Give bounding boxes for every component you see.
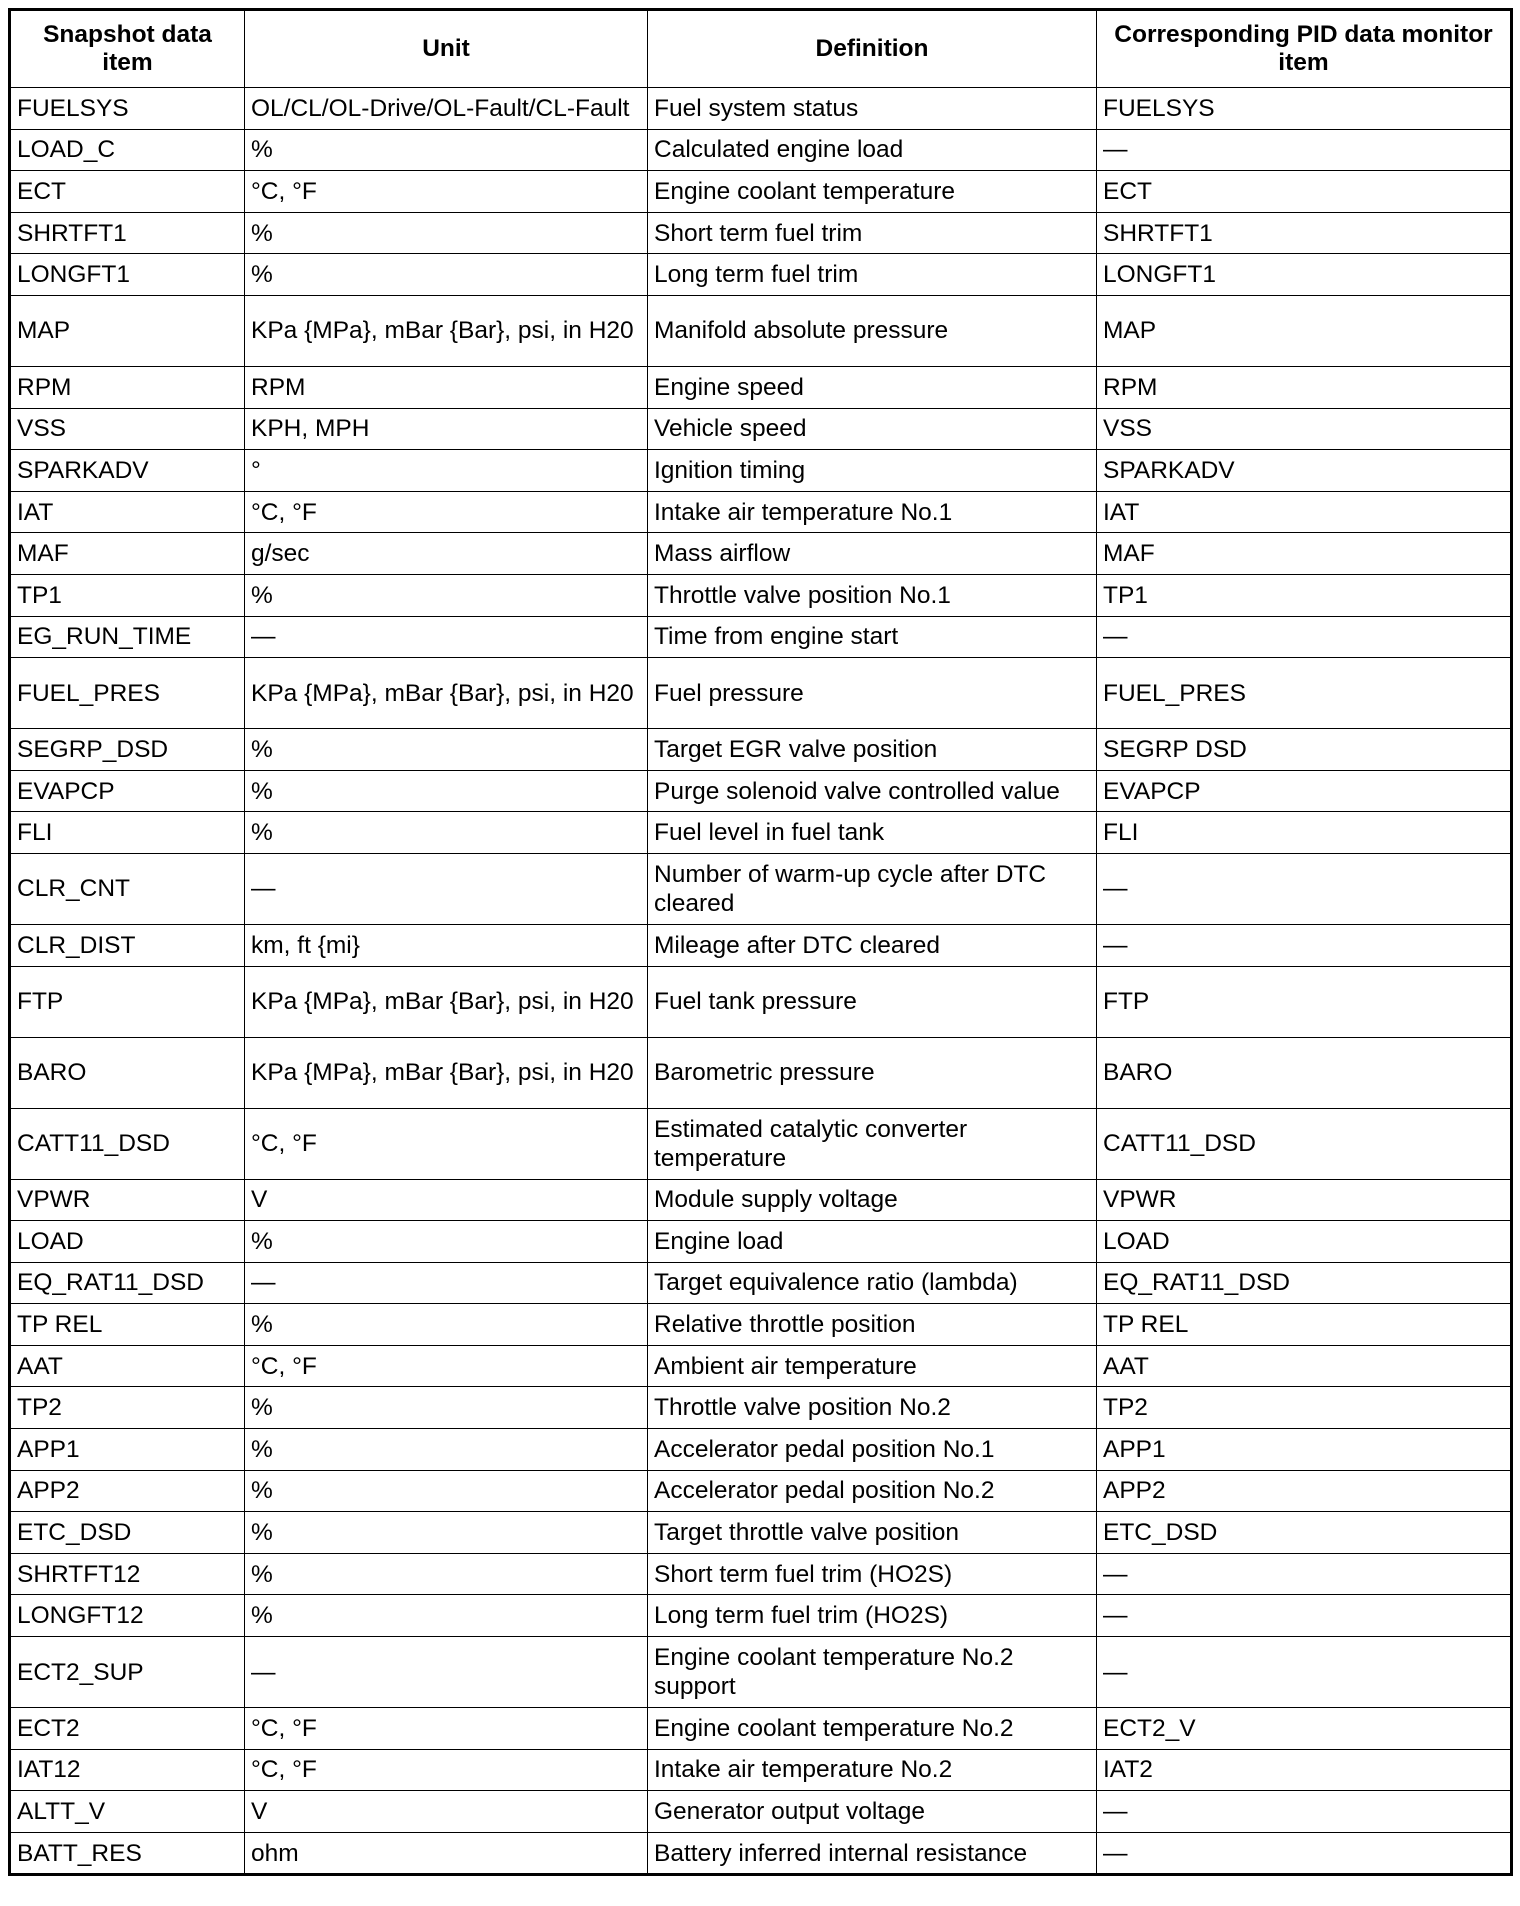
table-row <box>10 1108 1512 1179</box>
table-row <box>10 1429 1512 1471</box>
cell-definition: Target equivalence ratio (lambda) <box>648 1262 1097 1304</box>
cell-unit: % <box>245 1470 648 1512</box>
cell-pid-item: — <box>1097 1637 1512 1708</box>
cell-unit: % <box>245 1387 648 1429</box>
cell-pid-item: FLI <box>1097 812 1512 854</box>
cell-snapshot-item: CLR_CNT <box>10 853 245 924</box>
cell-unit: % <box>245 1221 648 1263</box>
cell-unit: OL/CL/OL-Drive/OL-Fault/CL-Fault <box>245 88 648 130</box>
cell-unit: KPa {MPa}, mBar {Bar}, psi, in H20 <box>245 966 648 1037</box>
table-row <box>10 1262 1512 1304</box>
table-row <box>10 574 1512 616</box>
cell-unit: °C, °F <box>245 1108 648 1179</box>
cell-definition: Manifold absolute pressure <box>648 295 1097 366</box>
cell-unit: g/sec <box>245 533 648 575</box>
cell-definition: Long term fuel trim <box>648 254 1097 296</box>
table-body <box>10 88 1512 1875</box>
cell-snapshot-item: MAF <box>10 533 245 575</box>
table-row <box>10 491 1512 533</box>
table-row <box>10 1179 1512 1221</box>
cell-definition: Engine speed <box>648 366 1097 408</box>
cell-definition: Fuel system status <box>648 88 1097 130</box>
cell-pid-item: — <box>1097 1832 1512 1875</box>
cell-pid-item: APP1 <box>1097 1429 1512 1471</box>
cell-unit: KPH, MPH <box>245 408 648 450</box>
cell-pid-item: — <box>1097 1791 1512 1833</box>
cell-unit: KPa {MPa}, mBar {Bar}, psi, in H20 <box>245 295 648 366</box>
header-snapshot-item: Snapshot data item <box>10 10 245 88</box>
cell-definition: Long term fuel trim (HO2S) <box>648 1595 1097 1637</box>
cell-definition: Engine load <box>648 1221 1097 1263</box>
cell-pid-item: — <box>1097 616 1512 658</box>
cell-unit: % <box>245 770 648 812</box>
cell-definition: Module supply voltage <box>648 1179 1097 1221</box>
table-row <box>10 1512 1512 1554</box>
table-row <box>10 408 1512 450</box>
cell-snapshot-item: FUEL_PRES <box>10 658 245 729</box>
cell-snapshot-item: BARO <box>10 1037 245 1108</box>
cell-definition: Target EGR valve position <box>648 729 1097 771</box>
cell-unit: V <box>245 1179 648 1221</box>
table-row <box>10 1037 1512 1108</box>
cell-pid-item: FTP <box>1097 966 1512 1037</box>
cell-snapshot-item: LOAD <box>10 1221 245 1263</box>
cell-pid-item: — <box>1097 129 1512 171</box>
cell-snapshot-item: ALTT_V <box>10 1791 245 1833</box>
table-row <box>10 1387 1512 1429</box>
cell-snapshot-item: EVAPCP <box>10 770 245 812</box>
table-row <box>10 1708 1512 1750</box>
table-row <box>10 1832 1512 1875</box>
cell-definition: Engine coolant temperature No.2 support <box>648 1637 1097 1708</box>
cell-pid-item: LOAD <box>1097 1221 1512 1263</box>
cell-pid-item: — <box>1097 1553 1512 1595</box>
table-row <box>10 129 1512 171</box>
cell-definition: Mass airflow <box>648 533 1097 575</box>
cell-unit: % <box>245 129 648 171</box>
cell-pid-item: VPWR <box>1097 1179 1512 1221</box>
table-row <box>10 1791 1512 1833</box>
cell-unit: % <box>245 1553 648 1595</box>
table-row <box>10 658 1512 729</box>
table-row <box>10 1221 1512 1263</box>
cell-snapshot-item: ETC_DSD <box>10 1512 245 1554</box>
cell-unit: — <box>245 1262 648 1304</box>
cell-snapshot-item: TP2 <box>10 1387 245 1429</box>
cell-definition: Intake air temperature No.1 <box>648 491 1097 533</box>
cell-unit: — <box>245 853 648 924</box>
cell-pid-item: ECT2_V <box>1097 1708 1512 1750</box>
header-row <box>10 10 1512 88</box>
cell-snapshot-item: EG_RUN_TIME <box>10 616 245 658</box>
table-row <box>10 770 1512 812</box>
cell-unit: °C, °F <box>245 491 648 533</box>
cell-definition: Battery inferred internal resistance <box>648 1832 1097 1875</box>
cell-unit: % <box>245 1429 648 1471</box>
table-row <box>10 1637 1512 1708</box>
cell-snapshot-item: SEGRP_DSD <box>10 729 245 771</box>
cell-pid-item: ETC_DSD <box>1097 1512 1512 1554</box>
cell-pid-item: SPARKADV <box>1097 450 1512 492</box>
cell-pid-item: TP1 <box>1097 574 1512 616</box>
cell-snapshot-item: IAT12 <box>10 1749 245 1791</box>
cell-snapshot-item: SHRTFT12 <box>10 1553 245 1595</box>
table-row <box>10 853 1512 924</box>
table-row <box>10 366 1512 408</box>
table-row <box>10 729 1512 771</box>
cell-snapshot-item: SHRTFT1 <box>10 212 245 254</box>
cell-pid-item: CATT11_DSD <box>1097 1108 1512 1179</box>
cell-definition: Vehicle speed <box>648 408 1097 450</box>
cell-pid-item: TP REL <box>1097 1304 1512 1346</box>
cell-pid-item: APP2 <box>1097 1470 1512 1512</box>
table-row <box>10 1595 1512 1637</box>
cell-snapshot-item: MAP <box>10 295 245 366</box>
table-row <box>10 966 1512 1037</box>
cell-definition: Time from engine start <box>648 616 1097 658</box>
cell-definition: Short term fuel trim (HO2S) <box>648 1553 1097 1595</box>
cell-snapshot-item: CLR_DIST <box>10 924 245 966</box>
cell-definition: Short term fuel trim <box>648 212 1097 254</box>
cell-definition: Engine coolant temperature No.2 <box>648 1708 1097 1750</box>
cell-snapshot-item: EQ_RAT11_DSD <box>10 1262 245 1304</box>
cell-pid-item: IAT2 <box>1097 1749 1512 1791</box>
cell-pid-item: MAP <box>1097 295 1512 366</box>
cell-pid-item: FUEL_PRES <box>1097 658 1512 729</box>
cell-snapshot-item: ECT2 <box>10 1708 245 1750</box>
cell-snapshot-item: ECT <box>10 171 245 213</box>
table-row <box>10 254 1512 296</box>
cell-definition: Accelerator pedal position No.1 <box>648 1429 1097 1471</box>
cell-snapshot-item: FUELSYS <box>10 88 245 130</box>
table-row <box>10 1749 1512 1791</box>
table-row <box>10 1345 1512 1387</box>
cell-snapshot-item: VPWR <box>10 1179 245 1221</box>
cell-unit: % <box>245 1304 648 1346</box>
cell-pid-item: RPM <box>1097 366 1512 408</box>
snapshot-data-table <box>8 8 1513 1876</box>
cell-unit: % <box>245 812 648 854</box>
cell-definition: Barometric pressure <box>648 1037 1097 1108</box>
cell-pid-item: BARO <box>1097 1037 1512 1108</box>
cell-snapshot-item: VSS <box>10 408 245 450</box>
cell-pid-item: EVAPCP <box>1097 770 1512 812</box>
table-row <box>10 88 1512 130</box>
table-row <box>10 171 1512 213</box>
header-definition: Definition <box>648 10 1097 88</box>
cell-definition: Throttle valve position No.2 <box>648 1387 1097 1429</box>
header-pid-item: Corresponding PID data monitor item <box>1097 10 1512 88</box>
cell-snapshot-item: APP2 <box>10 1470 245 1512</box>
table-row <box>10 812 1512 854</box>
table-header <box>10 10 1512 88</box>
cell-unit: % <box>245 212 648 254</box>
cell-unit: V <box>245 1791 648 1833</box>
cell-snapshot-item: LOAD_C <box>10 129 245 171</box>
cell-definition: Fuel level in fuel tank <box>648 812 1097 854</box>
cell-definition: Target throttle valve position <box>648 1512 1097 1554</box>
cell-snapshot-item: FTP <box>10 966 245 1037</box>
cell-unit: °C, °F <box>245 1345 648 1387</box>
cell-pid-item: — <box>1097 853 1512 924</box>
cell-unit: °C, °F <box>245 1749 648 1791</box>
cell-unit: KPa {MPa}, mBar {Bar}, psi, in H20 <box>245 658 648 729</box>
cell-definition: Fuel tank pressure <box>648 966 1097 1037</box>
table-row <box>10 212 1512 254</box>
header-unit: Unit <box>245 10 648 88</box>
cell-unit: ohm <box>245 1832 648 1875</box>
cell-pid-item: — <box>1097 924 1512 966</box>
cell-snapshot-item: BATT_RES <box>10 1832 245 1875</box>
cell-definition: Intake air temperature No.2 <box>648 1749 1097 1791</box>
table-row <box>10 1470 1512 1512</box>
cell-definition: Engine coolant temperature <box>648 171 1097 213</box>
cell-unit: % <box>245 1512 648 1554</box>
cell-definition: Ambient air temperature <box>648 1345 1097 1387</box>
cell-definition: Throttle valve position No.1 <box>648 574 1097 616</box>
cell-definition: Purge solenoid valve controlled value <box>648 770 1097 812</box>
table-row <box>10 450 1512 492</box>
cell-snapshot-item: IAT <box>10 491 245 533</box>
cell-snapshot-item: CATT11_DSD <box>10 1108 245 1179</box>
cell-pid-item: EQ_RAT11_DSD <box>1097 1262 1512 1304</box>
cell-unit: km, ft {mi} <box>245 924 648 966</box>
snapshot-data-table-container <box>8 8 1510 1876</box>
cell-definition: Calculated engine load <box>648 129 1097 171</box>
cell-pid-item: LONGFT1 <box>1097 254 1512 296</box>
table-row <box>10 1553 1512 1595</box>
cell-unit: % <box>245 1595 648 1637</box>
table-row <box>10 1304 1512 1346</box>
cell-unit: °C, °F <box>245 171 648 213</box>
cell-definition: Estimated catalytic converter temperature <box>648 1108 1097 1179</box>
cell-definition: Relative throttle position <box>648 1304 1097 1346</box>
cell-pid-item: MAF <box>1097 533 1512 575</box>
cell-unit: — <box>245 616 648 658</box>
cell-definition: Mileage after DTC cleared <box>648 924 1097 966</box>
cell-snapshot-item: TP REL <box>10 1304 245 1346</box>
cell-definition: Fuel pressure <box>648 658 1097 729</box>
table-row <box>10 295 1512 366</box>
cell-snapshot-item: APP1 <box>10 1429 245 1471</box>
cell-unit: KPa {MPa}, mBar {Bar}, psi, in H20 <box>245 1037 648 1108</box>
cell-snapshot-item: SPARKADV <box>10 450 245 492</box>
cell-pid-item: SEGRP DSD <box>1097 729 1512 771</box>
cell-pid-item: AAT <box>1097 1345 1512 1387</box>
cell-pid-item: SHRTFT1 <box>1097 212 1512 254</box>
cell-snapshot-item: AAT <box>10 1345 245 1387</box>
cell-unit: RPM <box>245 366 648 408</box>
cell-pid-item: — <box>1097 1595 1512 1637</box>
table-row <box>10 533 1512 575</box>
cell-definition: Ignition timing <box>648 450 1097 492</box>
cell-unit: % <box>245 254 648 296</box>
cell-snapshot-item: LONGFT1 <box>10 254 245 296</box>
table-row <box>10 616 1512 658</box>
cell-snapshot-item: FLI <box>10 812 245 854</box>
cell-snapshot-item: ECT2_SUP <box>10 1637 245 1708</box>
cell-pid-item: TP2 <box>1097 1387 1512 1429</box>
table-row <box>10 924 1512 966</box>
cell-pid-item: VSS <box>1097 408 1512 450</box>
cell-unit: — <box>245 1637 648 1708</box>
cell-unit: °C, °F <box>245 1708 648 1750</box>
cell-definition: Accelerator pedal position No.2 <box>648 1470 1097 1512</box>
cell-snapshot-item: LONGFT12 <box>10 1595 245 1637</box>
cell-snapshot-item: RPM <box>10 366 245 408</box>
cell-unit: ° <box>245 450 648 492</box>
cell-pid-item: IAT <box>1097 491 1512 533</box>
cell-pid-item: ECT <box>1097 171 1512 213</box>
cell-snapshot-item: TP1 <box>10 574 245 616</box>
cell-definition: Number of warm-up cycle after DTC cleared <box>648 853 1097 924</box>
cell-unit: % <box>245 574 648 616</box>
cell-definition: Generator output voltage <box>648 1791 1097 1833</box>
cell-pid-item: FUELSYS <box>1097 88 1512 130</box>
cell-unit: % <box>245 729 648 771</box>
